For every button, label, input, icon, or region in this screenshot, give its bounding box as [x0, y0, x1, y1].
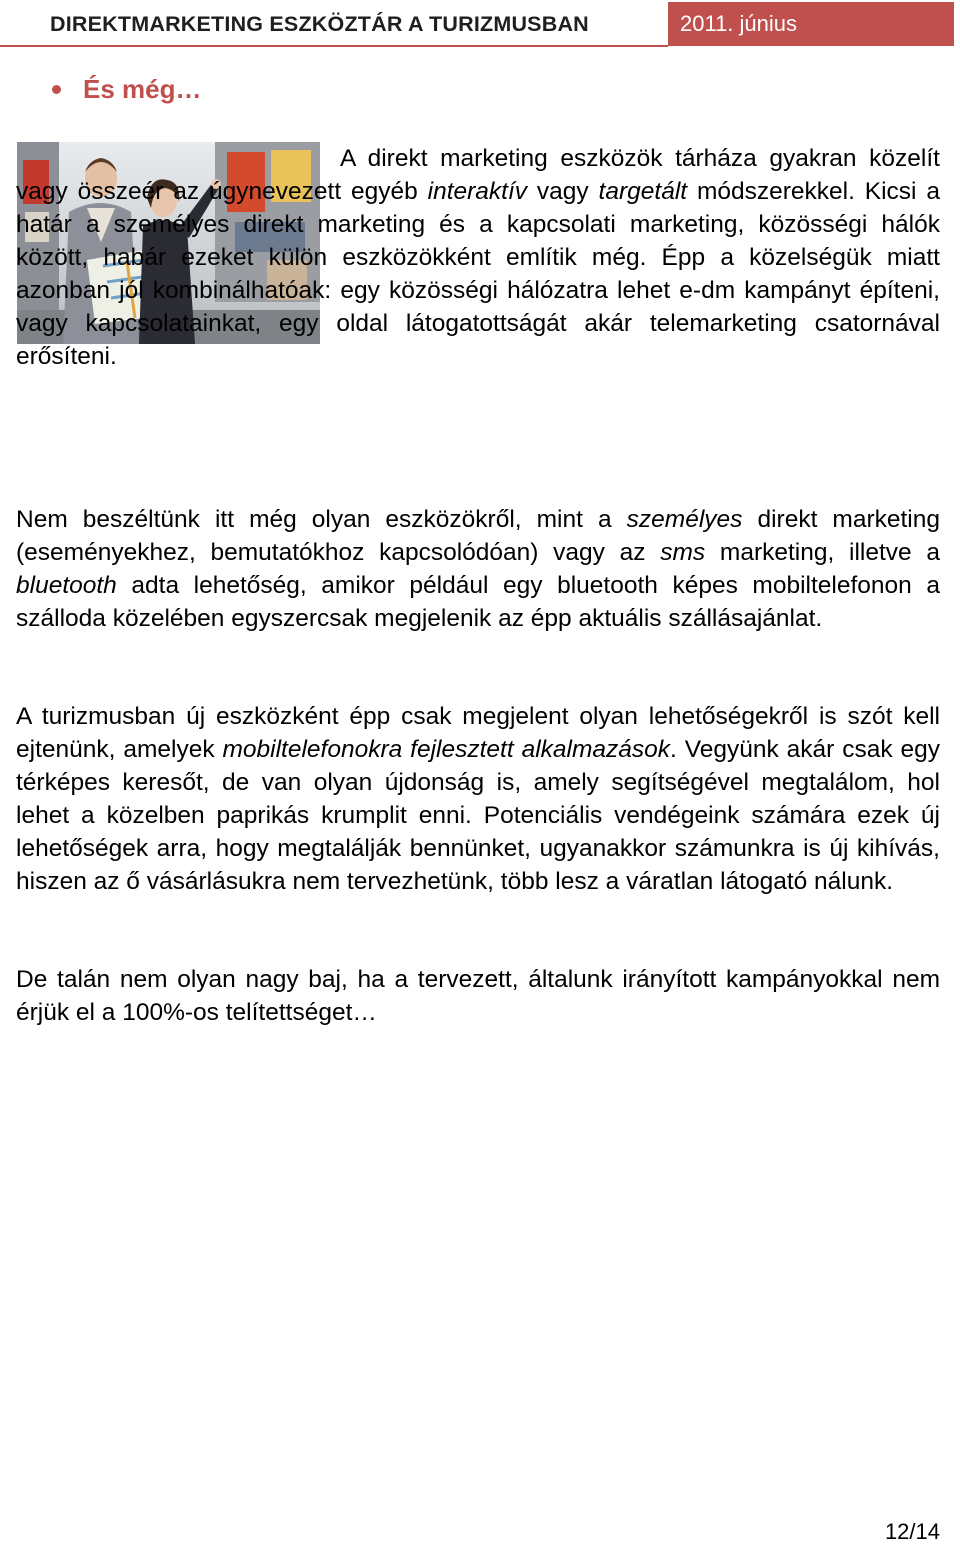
p2-italic-bluetooth: bluetooth — [16, 572, 117, 599]
paragraph-1 — [16, 142, 940, 373]
p1-italic-interaktiv: interaktív — [427, 178, 528, 205]
paragraph-3-text — [16, 700, 940, 898]
p1-italic-targetalt: targetált — [598, 178, 688, 205]
p2-text-a: Nem beszéltünk itt még olyan eszközökről, mint a — [16, 506, 627, 533]
p3-text-b: . Vegyünk akár csak egy térképes keresőt, de van olyan újdonság is, amely segítségével megtalálom, hol lehet a közelben paprikás krumplit enni. Potenciális vendégeink számára ezek új lehetőségek arra, hogy megtalálják bennünket, ugyanakkor számunkra is új kihívás, hiszen az ő vásárlásukra nem tervezhetünk, több lesz a váratlan látogató nálunk. — [16, 736, 941, 895]
paragraph-1-text — [16, 142, 940, 373]
p3-italic-apps: mobiltelefonokra fejlesztett alkalmazások — [222, 736, 671, 763]
p2-italic-szemelyes: személyes — [626, 506, 743, 533]
paragraph-4-text: De talán nem olyan nagy baj, ha a tervezett, általunk irányított kampányokkal nem érjük el a 100%-os telítettséget… — [16, 966, 940, 1026]
p2-text-b: direkt marketing (eseményekhez, bemutatókhoz kapcsolódóan) vagy az — [16, 506, 940, 566]
bullet-icon — [52, 85, 61, 94]
page-number: 12/14 — [884, 1519, 940, 1544]
p1-text-b: vagy — [527, 178, 599, 205]
p1-text-c: módszerekkel. Kicsi a határ a személyes direkt marketing és a kapcsolati marketing, közösségi hálók között, habár ezeket külön eszközökként említik még. Épp a közelségük miatt azonban jól kombinálhatóak: egy közösségi hálózatra lehet e-dm kampányt építeni, vagy kapcsolatainkat, egy oldal látogatottságát akár telemarketing csatornával erősíteni. — [16, 178, 940, 370]
page-header — [0, 0, 954, 46]
header-rule — [0, 45, 668, 47]
header-title: DIREKTMARKETING ESZKÖZTÁR A TURIZMUSBAN — [50, 12, 589, 36]
p2-text-c: marketing, illetve a — [705, 539, 940, 566]
section-heading-text: És még… — [83, 74, 202, 104]
header-date: 2011. június — [668, 2, 954, 46]
paragraph-4 — [16, 963, 940, 1029]
paragraph-2-text — [16, 503, 940, 635]
paragraph-3 — [16, 700, 940, 898]
p2-italic-sms: sms — [660, 539, 706, 566]
section-heading — [52, 74, 202, 105]
paragraph-2 — [16, 503, 940, 635]
p1-text-a: A direkt marketing eszközök tárháza gyakran közelít vagy összeér az úgynevezett egyéb — [16, 145, 940, 205]
p2-text-d: adta lehetőség, amikor például egy bluetooth képes mobiltelefonon a szálloda közelében egyszercsak megjelenik az épp aktuális szállásajánlat. — [16, 572, 940, 632]
p3-text-a: A turizmusban új eszközként épp csak megjelent olyan lehetőségekről is szót kell ejtenünk, amelyek — [16, 703, 940, 763]
